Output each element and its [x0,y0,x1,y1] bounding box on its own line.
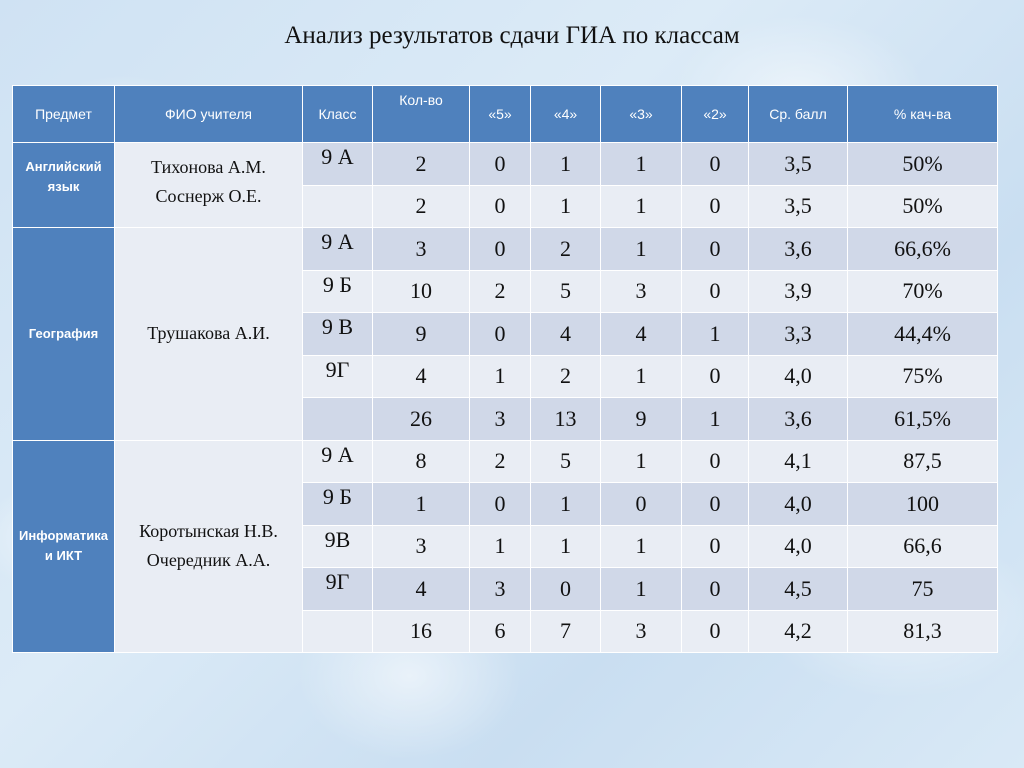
grade-4-cell: 1 [531,526,600,568]
grade-4-cell: 2 [531,356,600,398]
count-cell: 1 [373,483,469,525]
class-cell [303,186,372,228]
grade-5-cell: 0 [470,186,530,228]
teacher-cell [115,143,302,227]
page-title: Анализ результатов сдачи ГИА по классам [284,22,740,49]
header-grade-4: «4» [531,86,600,142]
count-cell: 10 [373,271,469,313]
grade-4-cell: 1 [531,186,600,228]
average-cell: 3,3 [749,313,847,355]
teacher-cell [115,228,302,440]
teacher-name: Трушакова А.И. [147,323,270,344]
class-cell [303,611,372,653]
teacher-cell [115,441,302,653]
average-cell: 3,6 [749,398,847,440]
header-teacher: ФИО учителя [115,86,302,142]
count-cell: 8 [373,441,469,483]
grade-2-cell: 0 [682,228,748,270]
grade-2-cell: 0 [682,356,748,398]
count-cell: 4 [373,356,469,398]
grade-2-cell: 0 [682,186,748,228]
teacher-name: Тихонова А.М. [151,157,266,177]
quality-cell: 75 [848,568,997,610]
subject-cell: Информатика и ИКТ [13,441,114,653]
quality-cell: 66,6% [848,228,997,270]
grade-4-cell: 2 [531,228,600,270]
average-cell: 4,1 [749,441,847,483]
grade-3-cell: 0 [601,483,681,525]
teacher-name: Коротынская Н.В. [139,521,278,542]
header-grade-5: «5» [470,86,530,142]
quality-cell: 81,3 [848,611,997,653]
grade-4-cell: 7 [531,611,600,653]
grade-5-cell: 1 [470,356,530,398]
subject-cell: Английский язык [13,143,114,227]
header-class: Класс [303,86,372,142]
grade-2-cell: 0 [682,483,748,525]
grade-3-cell: 1 [601,526,681,568]
average-cell: 4,0 [749,483,847,525]
grade-4-cell: 4 [531,313,600,355]
grade-3-cell: 3 [601,271,681,313]
grade-5-cell: 1 [470,526,530,568]
quality-cell: 50% [848,186,997,228]
grade-2-cell: 0 [682,526,748,568]
grade-5-cell: 2 [470,441,530,483]
average-cell: 4,0 [749,356,847,398]
grade-4-cell: 13 [531,398,600,440]
quality-cell: 66,6 [848,526,997,568]
average-cell: 3,5 [749,143,847,185]
count-cell: 2 [373,186,469,228]
class-cell: 9В [303,526,372,568]
grade-2-cell: 0 [682,271,748,313]
count-cell: 2 [373,143,469,185]
grade-5-cell: 3 [470,568,530,610]
grade-3-cell: 1 [601,228,681,270]
grade-2-cell: 0 [682,143,748,185]
grade-3-cell: 9 [601,398,681,440]
class-cell: 9Г [303,356,372,398]
average-cell: 3,5 [749,186,847,228]
count-cell: 3 [373,526,469,568]
class-cell: 9 Б [303,483,372,525]
grade-2-cell: 0 [682,568,748,610]
quality-cell: 44,4% [848,313,997,355]
quality-cell: 100 [848,483,997,525]
quality-cell: 70% [848,271,997,313]
quality-cell: 50% [848,143,997,185]
count-cell: 16 [373,611,469,653]
grade-5-cell: 3 [470,398,530,440]
class-cell [303,398,372,440]
header-subject: Предмет [13,86,114,142]
count-cell: 26 [373,398,469,440]
grade-2-cell: 1 [682,398,748,440]
results-table [12,85,998,653]
quality-cell: 87,5 [848,441,997,483]
grade-4-cell: 1 [531,143,600,185]
grade-2-cell: 0 [682,441,748,483]
class-cell: 9 В [303,313,372,355]
class-cell: 9 А [303,228,372,270]
grade-3-cell: 4 [601,313,681,355]
grade-4-cell: 0 [531,568,600,610]
class-cell: 9 Б [303,271,372,313]
grade-3-cell: 1 [601,356,681,398]
grade-4-cell: 5 [531,271,600,313]
teacher-name: Очередник А.А. [146,550,271,571]
quality-cell: 75% [848,356,997,398]
header-grade-2: «2» [682,86,748,142]
teacher-name: Соснерж О.Е. [155,185,262,206]
grade-5-cell: 0 [470,313,530,355]
grade-3-cell: 1 [601,441,681,483]
header-count: Кол-во [373,86,469,142]
header-average: Ср. балл [749,86,847,142]
count-cell: 3 [373,228,469,270]
average-cell: 4,2 [749,611,847,653]
grade-2-cell: 1 [682,313,748,355]
grade-5-cell: 0 [470,143,530,185]
subject-cell: География [13,228,114,440]
grade-5-cell: 0 [470,228,530,270]
class-cell: 9Г [303,568,372,610]
grade-3-cell: 1 [601,143,681,185]
grade-3-cell: 1 [601,186,681,228]
class-cell: 9 А [303,143,372,185]
grade-3-cell: 3 [601,611,681,653]
count-cell: 4 [373,568,469,610]
grade-3-cell: 1 [601,568,681,610]
grade-5-cell: 0 [470,483,530,525]
average-cell: 3,9 [749,271,847,313]
header-quality: % кач-ва [848,86,997,142]
quality-cell: 61,5% [848,398,997,440]
average-cell: 4,0 [749,526,847,568]
grade-5-cell: 2 [470,271,530,313]
average-cell: 4,5 [749,568,847,610]
grade-4-cell: 1 [531,483,600,525]
grade-2-cell: 0 [682,611,748,653]
grade-4-cell: 5 [531,441,600,483]
average-cell: 3,6 [749,228,847,270]
header-grade-3: «3» [601,86,681,142]
grade-5-cell: 6 [470,611,530,653]
count-cell: 9 [373,313,469,355]
class-cell: 9 А [303,441,372,483]
